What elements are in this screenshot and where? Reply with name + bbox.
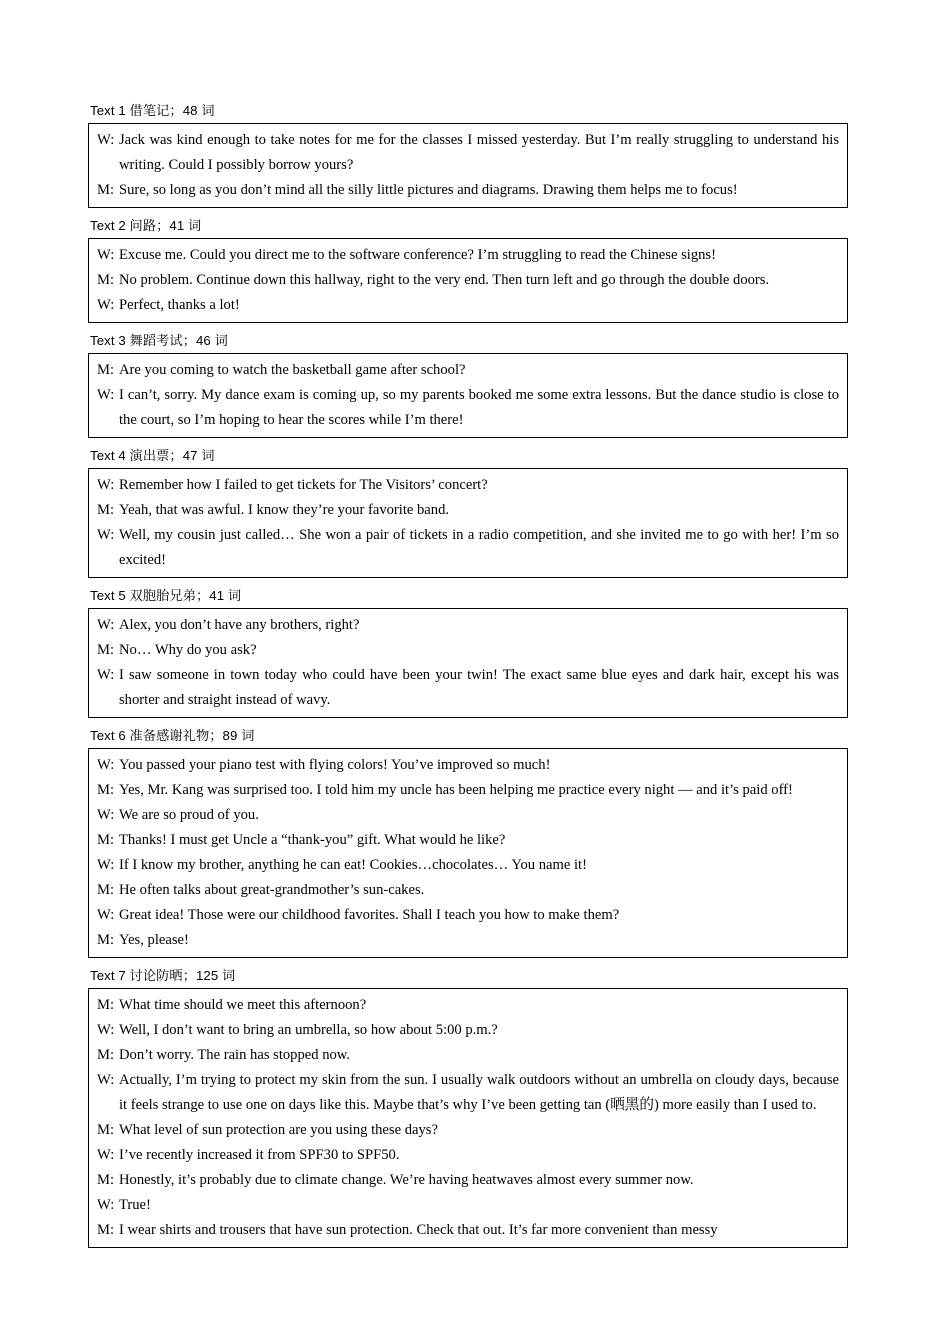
dialog-line: [97, 1068, 841, 1118]
dialog-line: [97, 498, 841, 523]
utterance-text: No problem. Continue down this hallway, right to the very end. Then turn left and go through the double doors.: [119, 272, 770, 288]
dialog-line: [97, 1043, 841, 1068]
speaker-label: W:: [97, 907, 115, 923]
utterance-text: Well, I don’t want to bring an umbrella, so how about 5:00 p.m.?: [119, 1022, 498, 1038]
dialog-line: [97, 1193, 841, 1218]
utterance-text: You passed your piano test with flying colors! You’ve improved so much!: [119, 757, 551, 773]
utterance-text: Alex, you don’t have any brothers, right?: [119, 617, 360, 633]
dialog-line: [97, 178, 841, 203]
speaker-label: M:: [97, 272, 115, 288]
dialog-line: [97, 778, 841, 803]
speaker-label: M:: [97, 882, 115, 898]
utterance-text: Actually, I’m trying to protect my skin from the sun. I usually walk outdoors without an umbrella on cloudy days, because it feels strange to use one on days like this. Maybe that’s why I’ve been getting tan (晒黑的) more easily than I used to.: [119, 1072, 839, 1113]
speaker-label: W:: [97, 1022, 115, 1038]
utterance-text: Excuse me. Could you direct me to the software conference? I’m struggling to read the Chinese signs!: [119, 247, 716, 263]
speaker-label: W:: [97, 857, 115, 873]
dialog-line: [97, 1218, 841, 1243]
speaker-label: M:: [97, 832, 115, 848]
speaker-label: W:: [97, 297, 115, 313]
utterance-text: Yeah, that was awful. I know they’re your favorite band.: [119, 502, 450, 518]
section-heading: Text 5 双胞胎兄弟；41 词: [90, 588, 242, 603]
utterance-text: He often talks about great-grandmother’s sun-cakes.: [119, 882, 425, 898]
transcript-section: [88, 328, 848, 438]
dialog-line: [97, 268, 841, 293]
dialog-box: [88, 123, 848, 208]
speaker-label: W:: [97, 1072, 115, 1088]
utterance-text: If I know my brother, anything he can eat! Cookies…chocolates… You name it!: [119, 857, 587, 873]
dialog-line: [97, 903, 841, 928]
dialog-line: [97, 993, 841, 1018]
utterance-text: Jack was kind enough to take notes for me for the classes I missed yesterday. But I’m really struggling to understand his writing. Could I possibly borrow yours?: [119, 132, 839, 173]
speaker-label: W:: [97, 527, 115, 543]
transcript-section: [88, 583, 848, 718]
speaker-label: M:: [97, 642, 115, 658]
utterance-text: True!: [119, 1197, 151, 1213]
section-heading: Text 1 借笔记；48 词: [90, 103, 215, 118]
dialog-box: [88, 748, 848, 958]
speaker-label: W:: [97, 247, 115, 263]
speaker-label: M:: [97, 997, 115, 1013]
dialog-box: [88, 353, 848, 438]
dialog-box: [88, 608, 848, 718]
dialog-line: [97, 383, 841, 433]
dialog-line: [97, 803, 841, 828]
speaker-label: M:: [97, 1172, 115, 1188]
section-heading: Text 6 准备感谢礼物；89 词: [90, 728, 255, 743]
dialog-line: [97, 853, 841, 878]
speaker-label: W:: [97, 667, 115, 683]
speaker-label: M:: [97, 182, 115, 198]
speaker-label: W:: [97, 1197, 115, 1213]
speaker-label: W:: [97, 807, 115, 823]
utterance-text: Yes, please!: [119, 932, 189, 948]
speaker-label: W:: [97, 132, 115, 148]
section-heading: Text 4 演出票；47 词: [90, 448, 215, 463]
dialog-line: [97, 928, 841, 953]
speaker-label: W:: [97, 617, 115, 633]
speaker-label: W:: [97, 1147, 115, 1163]
dialog-line: [97, 663, 841, 713]
utterance-text: Thanks! I must get Uncle a “thank-you” gift. What would he like?: [119, 832, 506, 848]
utterance-text: Great idea! Those were our childhood favorites. Shall I teach you how to make them?: [119, 907, 620, 923]
transcript-section: [88, 443, 848, 578]
transcript-body: [88, 98, 848, 1248]
transcript-section: [88, 98, 848, 208]
dialog-line: [97, 1118, 841, 1143]
dialog-line: [97, 523, 841, 573]
dialog-line: [97, 753, 841, 778]
utterance-text: I’ve recently increased it from SPF30 to SPF50.: [119, 1147, 400, 1163]
transcript-section: [88, 963, 848, 1248]
dialog-line: [97, 473, 841, 498]
transcript-section: [88, 213, 848, 323]
speaker-label: M:: [97, 782, 115, 798]
utterance-text: No… Why do you ask?: [119, 642, 257, 658]
speaker-label: M:: [97, 1047, 115, 1063]
utterance-text: Well, my cousin just called… She won a pair of tickets in a radio competition, and she invited me to go with her! I’m so excited!: [119, 527, 839, 568]
utterance-text: Are you coming to watch the basketball game after school?: [119, 362, 466, 378]
speaker-label: M:: [97, 932, 115, 948]
utterance-text: I can’t, sorry. My dance exam is coming up, so my parents booked me some extra lessons. But the dance studio is close to the court, so I’m hoping to hear the scores while I’m there!: [119, 387, 839, 428]
utterance-text: I saw someone in town today who could have been your twin! The exact same blue eyes and dark hair, except his was shorter and straight instead of wavy.: [119, 667, 839, 708]
utterance-text: Honestly, it’s probably due to climate change. We’re having heatwaves almost every summer now.: [119, 1172, 694, 1188]
speaker-label: M:: [97, 502, 115, 518]
dialog-line: [97, 828, 841, 853]
utterance-text: We are so proud of you.: [119, 807, 259, 823]
speaker-label: W:: [97, 477, 115, 493]
dialog-box: [88, 238, 848, 323]
dialog-line: [97, 613, 841, 638]
utterance-text: I wear shirts and trousers that have sun protection. Check that out. It’s far more convenient than messy: [119, 1222, 718, 1238]
speaker-label: W:: [97, 387, 115, 403]
speaker-label: M:: [97, 362, 115, 378]
dialog-line: [97, 1018, 841, 1043]
utterance-text: Don’t worry. The rain has stopped now.: [119, 1047, 351, 1063]
dialog-line: [97, 128, 841, 178]
speaker-label: M:: [97, 1122, 115, 1138]
transcript-section: [88, 723, 848, 958]
speaker-label: M:: [97, 1222, 115, 1238]
dialog-line: [97, 293, 841, 318]
section-heading: Text 2 问路；41 词: [90, 218, 202, 233]
dialog-line: [97, 638, 841, 663]
dialog-line: [97, 1143, 841, 1168]
dialog-box: [88, 988, 848, 1248]
dialog-line: [97, 1168, 841, 1193]
utterance-text: What level of sun protection are you using these days?: [119, 1122, 438, 1138]
dialog-line: [97, 878, 841, 903]
speaker-label: W:: [97, 757, 115, 773]
utterance-text: Sure, so long as you don’t mind all the silly little pictures and diagrams. Drawing them helps me to focus!: [119, 182, 738, 198]
utterance-text: Remember how I failed to get tickets for The Visitors’ concert?: [119, 477, 488, 493]
utterance-text: Perfect, thanks a lot!: [119, 297, 240, 313]
dialog-box: [88, 468, 848, 578]
section-heading: Text 3 舞蹈考试；46 词: [90, 333, 228, 348]
utterance-text: Yes, Mr. Kang was surprised too. I told him my uncle has been helping me practice every night — and it’s paid off!: [119, 782, 793, 798]
section-heading: Text 7 讨论防晒；125 词: [90, 968, 236, 983]
dialog-line: [97, 243, 841, 268]
dialog-line: [97, 358, 841, 383]
utterance-text: What time should we meet this afternoon?: [119, 997, 367, 1013]
